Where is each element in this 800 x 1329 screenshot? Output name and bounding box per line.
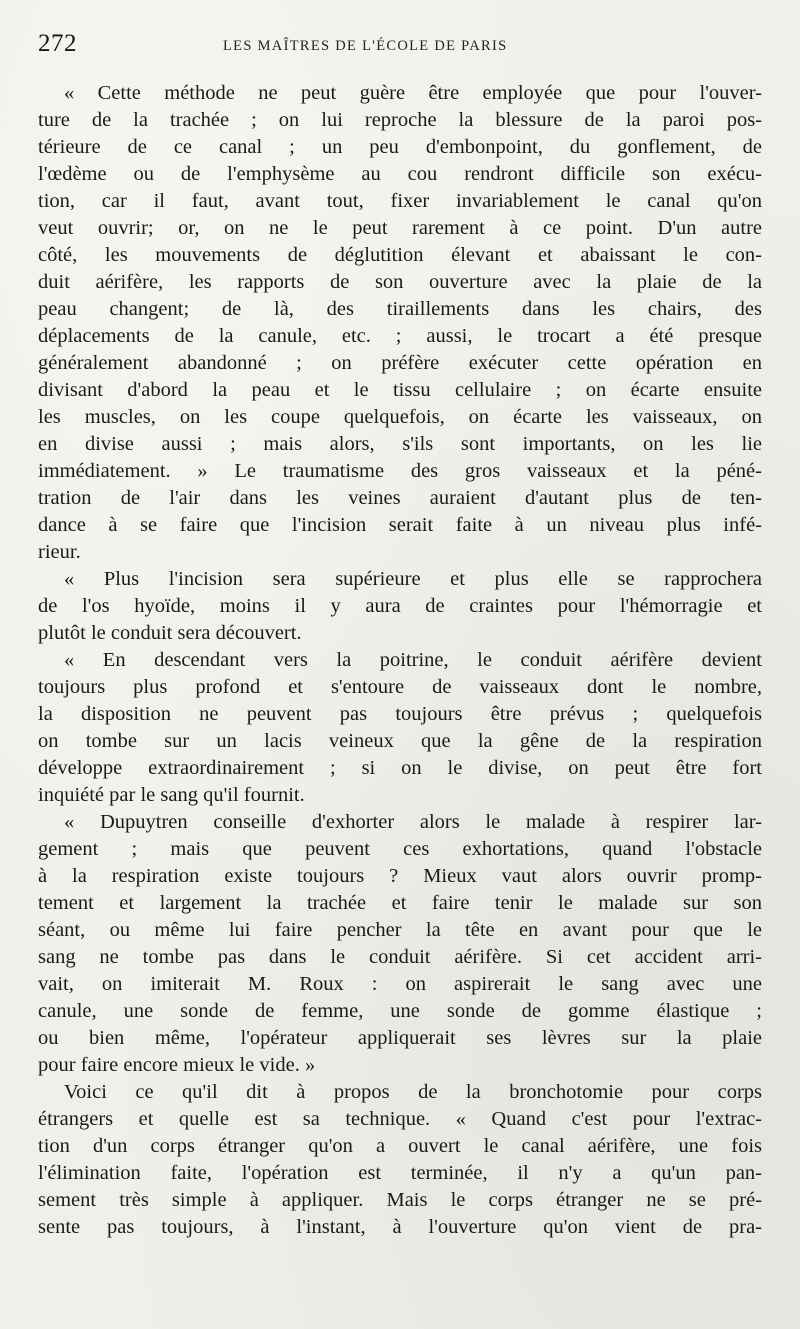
text-line: à la respiration existe toujours ? Mieux vaut alors ouvrir promp- bbox=[38, 865, 762, 887]
text-line: séant, ou même lui faire pencher la tête en avant pour que le bbox=[38, 919, 762, 941]
text-line: généralement abandonné ; on préfère exécuter cette opération en bbox=[38, 352, 762, 374]
text-line: divisant d'abord la peau et le tissu cellulaire ; on écarte ensuite bbox=[38, 379, 762, 401]
text-line: rieur. bbox=[38, 541, 81, 563]
text-line: peau changent; de là, des tiraillements dans les chairs, des bbox=[38, 298, 762, 320]
text-line: tration de l'air dans les veines auraient d'autant plus de ten- bbox=[38, 487, 762, 509]
text-line: côté, les mouvements de déglutition élevant et abaissant le con- bbox=[38, 244, 762, 266]
text-line: on tombe sur un lacis veineux que la gêne de la respiration bbox=[38, 730, 762, 752]
text-line: l'élimination faite, l'opération est terminée, il n'y a qu'un pan- bbox=[38, 1162, 762, 1184]
text-line: sang ne tombe pas dans le conduit aérifère. Si cet accident arri- bbox=[38, 946, 762, 968]
text-line: « Dupuytren conseille d'exhorter alors le malade à respirer lar- bbox=[64, 811, 762, 833]
text-line: dance à se faire que l'incision serait faite à un niveau plus infé- bbox=[38, 514, 762, 536]
text-line: « Plus l'incision sera supérieure et plus elle se rapprochera bbox=[64, 568, 762, 590]
running-title: LES MAÎTRES DE L'ÉCOLE DE PARIS bbox=[223, 38, 508, 54]
text-line: duit aérifère, les rapports de son ouverture avec la plaie de la bbox=[38, 271, 762, 293]
text-line: veut ouvrir; or, on ne le peut rarement à ce point. D'un autre bbox=[38, 217, 762, 239]
text-line: ou bien même, l'opérateur appliquerait ses lèvres sur la plaie bbox=[38, 1027, 762, 1049]
text-line: tement et largement la trachée et faire tenir le malade sur son bbox=[38, 892, 762, 914]
text-line: Voici ce qu'il dit à propos de la bronchotomie pour corps bbox=[64, 1081, 762, 1103]
text-line: tion, car il faut, avant tout, fixer invariablement le canal qu'on bbox=[38, 190, 762, 212]
text-line: en divise aussi ; mais alors, s'ils sont importants, on les lie bbox=[38, 433, 762, 455]
text-line: inquiété par le sang qu'il fournit. bbox=[38, 784, 305, 806]
text-line: les muscles, on les coupe quelquefois, on écarte les vaisseaux, on bbox=[38, 406, 762, 428]
text-line: « Cette méthode ne peut guère être employée que pour l'ouver- bbox=[64, 82, 762, 104]
text-line: gement ; mais que peuvent ces exhortations, quand l'obstacle bbox=[38, 838, 762, 860]
text-line: sente pas toujours, à l'instant, à l'ouverture qu'on vient de pra- bbox=[38, 1216, 762, 1238]
text-line: térieure de ce canal ; un peu d'embonpoint, du gonflement, de bbox=[38, 136, 762, 158]
text-line: immédiatement. » Le traumatisme des gros vaisseaux et la péné- bbox=[38, 460, 762, 482]
text-line: la disposition ne peuvent pas toujours être prévus ; quelquefois bbox=[38, 703, 762, 725]
text-line: ture de la trachée ; on lui reproche la blessure de la paroi pos- bbox=[38, 109, 762, 131]
text-line: pour faire encore mieux le vide. » bbox=[38, 1054, 316, 1076]
text-line: toujours plus profond et s'entoure de vaisseaux dont le nombre, bbox=[38, 676, 762, 698]
text-line: « En descendant vers la poitrine, le conduit aérifère devient bbox=[64, 649, 762, 671]
text-line: de l'os hyoïde, moins il y aura de craintes pour l'hémorragie et bbox=[38, 595, 762, 617]
text-line: vait, on imiterait M. Roux : on aspirerait le sang avec une bbox=[38, 973, 762, 995]
text-line: étrangers et quelle est sa technique. « Quand c'est pour l'extrac- bbox=[38, 1108, 762, 1130]
page-header bbox=[38, 30, 760, 64]
body-text bbox=[38, 80, 762, 1241]
text-line: sement très simple à appliquer. Mais le corps étranger ne se pré- bbox=[38, 1189, 762, 1211]
text-line: développe extraordinairement ; si on le divise, on peut être fort bbox=[38, 757, 762, 779]
text-line: canule, une sonde de femme, une sonde de gomme élastique ; bbox=[38, 1000, 762, 1022]
text-line: déplacements de la canule, etc. ; aussi, le trocart a été presque bbox=[38, 325, 762, 347]
text-line: plutôt le conduit sera découvert. bbox=[38, 622, 302, 644]
text-line: l'œdème ou de l'emphysème au cou rendront difficile son exécu- bbox=[38, 163, 762, 185]
page-number: 272 bbox=[38, 30, 77, 57]
text-line: tion d'un corps étranger qu'on a ouvert le canal aérifère, une fois bbox=[38, 1135, 762, 1157]
